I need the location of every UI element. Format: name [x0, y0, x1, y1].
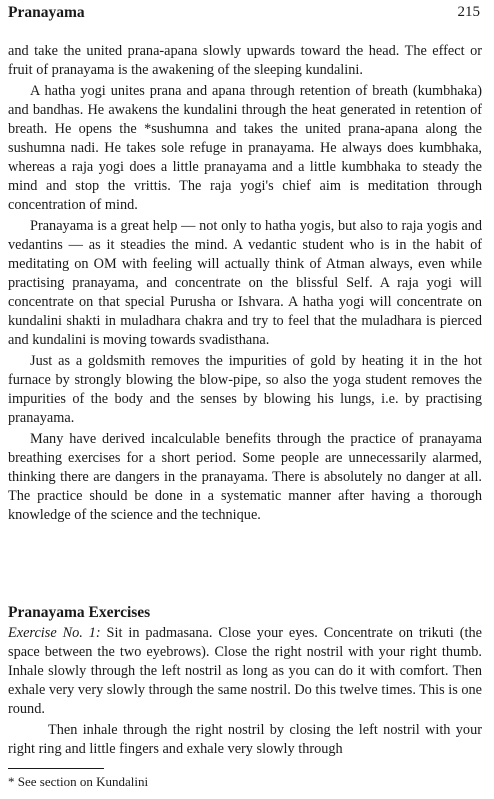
running-header — [8, 4, 480, 26]
section-heading: Pranayama Exercises — [8, 604, 151, 621]
paragraph-1: and take the united prana-apana slowly upwards toward the head. The effect or fruit of pranayama is the awakening of the sleeping kundalini. — [8, 43, 482, 78]
exercise-text: Sit in padmasana. Close your eyes. Concentrate on trikuti (the space between the two eyebrows). Close the right nostril with your right thumb. Inhale slowly through the left nostril as long as you can do it with comfort. Then exhale very very slowly through the same nostril. Do this twelve times. This is one round. — [8, 625, 482, 717]
paragraph-3: Pranayama is a great help — not only to hatha yogis, but also to raja yogis and vedantins — as it steadies the mind. A vedantic student who is in the habit of meditating on OM with feeling will actually think of Atman always, even while practising pranayama, and concentrate on the blissful Self. A raja yogi will concentrate on that special Purusha or Ishvara. A hatha yogi will concentrate on kundalini shakti in muladhara chakra and try to feel that the muladhara is pierced and kundalini is moving towards svadisthana. — [8, 218, 482, 348]
running-title: Pranayama — [8, 4, 85, 21]
exercise-label: Exercise No. 1: — [8, 625, 101, 641]
exercise-continuation: Then inhale through the right nostril by closing the left nostril with your right ring and little fingers and exhale very slowly through — [8, 722, 482, 757]
paragraph-5: Many have derived incalculable benefits through the practice of pranayama breathing exercises for a short period. Some people are unnecessarily alarmed, thinking there are dangers in the pranayama. There is absolutely no danger at all. The practice should be done in a systematic manner after having a thorough knowledge of the science and the technique. — [8, 431, 482, 523]
footnote: * See section on Kundalini — [8, 774, 149, 789]
paragraph-4: Just as a goldsmith removes the impurities of gold by heating it in the hot furnace by strongly blowing the blow-pipe, so also the yoga student removes the impurities of the body and the senses by blowing his lungs, i.e. by practising pranayama. — [8, 353, 482, 426]
footnote-rule — [8, 768, 104, 769]
page-number: 215 — [457, 4, 480, 20]
body-text — [8, 42, 482, 525]
exercise-paragraph — [8, 624, 482, 719]
exercise-block — [8, 624, 482, 759]
paragraph-2: A hatha yogi unites prana and apana through retention of breath (kumbhaka) and bandhas. He awakens the kundalini through the heat generated in retention of breath. He opens the *sushumna and takes the united prana-apana along the sushumna nadi. He takes sole refuge in pranayama. He always does kumbhaka, whereas a raja yogi does a little pranayama and a little kumbhaka to steady the mind and stop the vrittis. The raja yogi's chief aim is meditation through concentration of mind. — [8, 83, 482, 213]
